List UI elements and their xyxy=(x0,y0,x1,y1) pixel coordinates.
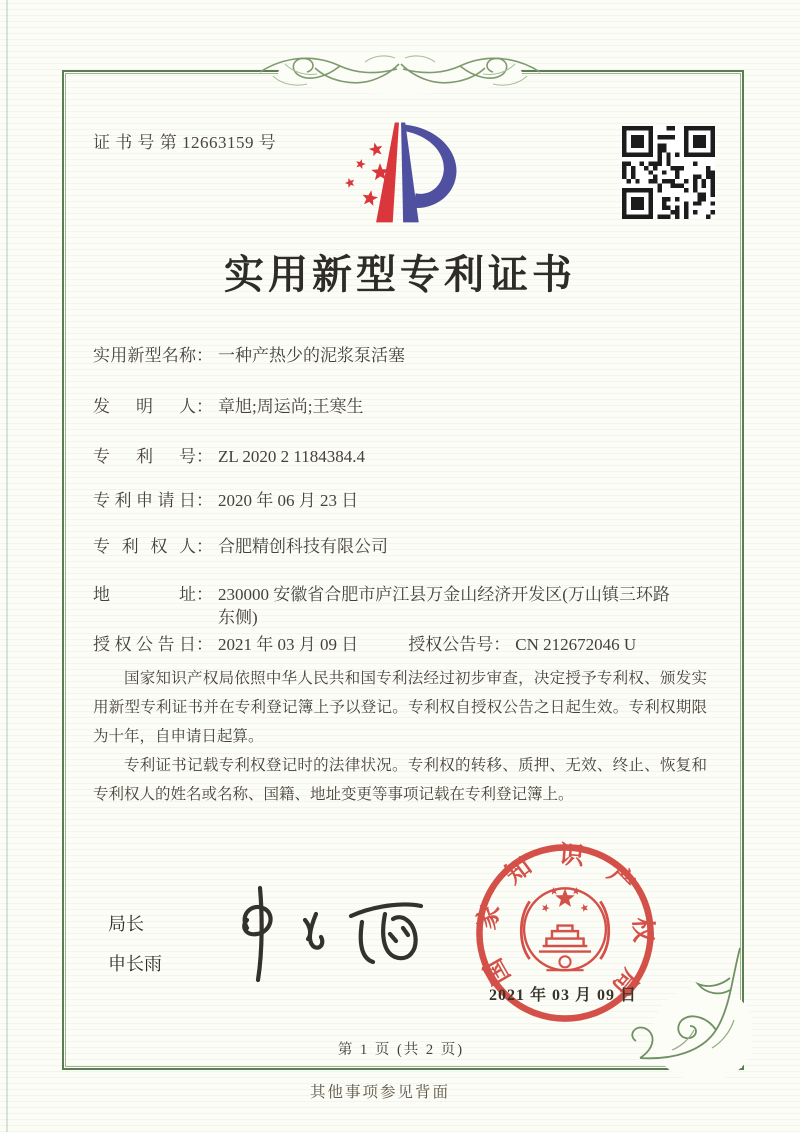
field-label: 发明人 xyxy=(93,397,196,416)
field-colon: ： xyxy=(196,635,213,654)
signer-title: 局长 xyxy=(108,914,144,934)
field-label: 授权公告号 xyxy=(408,635,494,654)
svg-text:国家知识产权局 xyxy=(473,841,658,1001)
field-value: 章旭;周运尚;王寒生 xyxy=(218,397,364,416)
field-value: 合肥精创科技有限公司 xyxy=(218,537,388,556)
seal-text: 国家知识产权局 xyxy=(473,841,657,1000)
signature-shen-changyu xyxy=(213,876,433,988)
certificate-number: 证 书 号 第 12663159 号 xyxy=(93,133,277,152)
field-colon: ： xyxy=(196,397,213,416)
page-indicator: 第 1 页 (共 2 页) xyxy=(337,1042,465,1058)
field-value: 一种产热少的泥浆泵活塞 xyxy=(218,346,405,365)
back-side-note: 其他事项参见背面 xyxy=(309,1084,450,1101)
field-row-address xyxy=(93,583,709,629)
field-label: 专利权人 xyxy=(93,537,196,556)
field-row-patentee xyxy=(93,535,709,558)
field-label: 实用新型名称 xyxy=(93,346,196,365)
field-colon: ： xyxy=(196,346,213,365)
field-row-inventors xyxy=(93,395,709,418)
field-colon: ： xyxy=(493,635,511,654)
top-flourish-ornament xyxy=(255,42,545,102)
field-row-filing-date xyxy=(93,489,709,512)
field-colon: ： xyxy=(196,585,213,604)
field-value: 2020 年 06 月 23 日 xyxy=(218,491,359,510)
certificate-title: 实用新型专利证书 xyxy=(224,252,576,297)
field-value: 2021 年 03 月 09 日 xyxy=(218,635,359,654)
field-value: CN 212672046 U xyxy=(515,635,637,654)
signer-block xyxy=(108,910,162,990)
seal-date: 2021 年 03 月 09 日 xyxy=(489,987,638,1004)
legal-text-block xyxy=(93,664,707,809)
cnipa-logo-icon xyxy=(322,110,478,238)
legal-paragraph: 专利证书记载专利权登记时的法律状况。专利权的转移、质押、无效、终止、恢复和专利权人的姓名或名称、国籍、地址变更等事项记载在专利登记簿上。 xyxy=(93,757,707,803)
field-row-grant xyxy=(93,633,709,656)
field-label: 授权公告日 xyxy=(93,635,196,654)
fields-block xyxy=(93,344,709,656)
paper-edge xyxy=(6,0,8,1132)
field-value: ZL 2020 2 1184384.4 xyxy=(218,447,366,466)
field-row-patent-number xyxy=(93,445,709,468)
field-label: 专利号 xyxy=(93,447,196,466)
field-label: 地址 xyxy=(93,585,196,604)
field-colon: ： xyxy=(196,491,213,510)
signer-name: 申长雨 xyxy=(108,954,162,974)
field-colon: ： xyxy=(196,537,213,556)
field-colon: ： xyxy=(196,447,213,466)
field-label: 专利申请日 xyxy=(93,491,196,510)
field-row-name xyxy=(93,344,709,367)
qr-code xyxy=(622,126,715,219)
legal-paragraph: 国家知识产权局依照中华人民共和国专利法经过初步审查，决定授予专利权、颁发实用新型专利证书并在专利登记簿上予以登记。专利权自授权公告之日起生效。专利权期限为十年，自申请日起算。 xyxy=(93,670,707,745)
field-value: 230000 安徽省合肥市庐江县万金山经济开发区(万山镇三环路东侧) xyxy=(218,585,670,627)
